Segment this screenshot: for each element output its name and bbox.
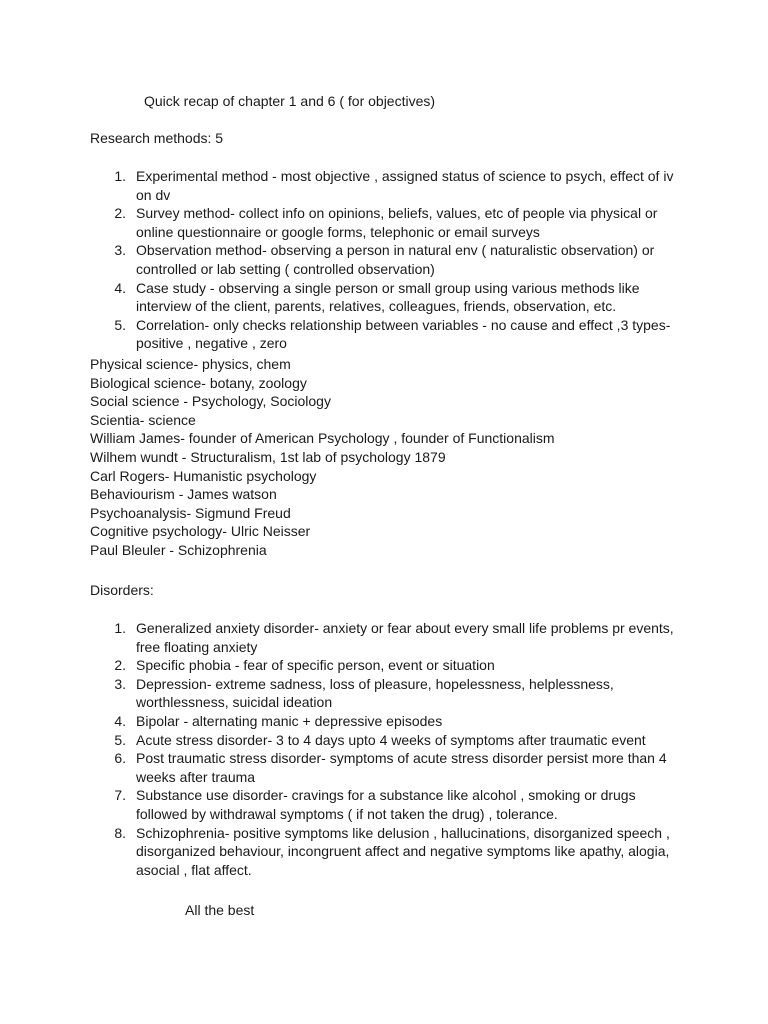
list-item [0, 675, 768, 712]
list-item-text: Observation method- observing a person in natural env ( naturalistic observation) or controlled or lab setting ( controlled observation) [136, 242, 655, 277]
list-item-text: Depression- extreme sadness, loss of pleasure, hopelessness, helplessness, worthlessness, suicidal ideation [136, 675, 614, 711]
fact-line: Wilhem wundt - Structuralism, 1st lab of psychology 1879 [90, 448, 446, 465]
list-item-text: Post traumatic stress disorder- symptoms of acute stress disorder persist more than 4 weeks after trauma [136, 750, 667, 785]
fact-line: Psychoanalysis- Sigmund Freud [90, 504, 291, 521]
list-item [0, 316, 768, 353]
fact-line: Biological science- botany, zoology [90, 374, 307, 391]
document-title: Quick recap of chapter 1 and 6 ( for objectives) [144, 93, 436, 109]
fact-line: Scientia- science [90, 411, 196, 428]
fact-line: Behaviourism - James watson [90, 486, 277, 503]
list-item-number: 3. [114, 675, 126, 692]
list-item-text: Acute stress disorder- 3 to 4 days upto 4 weeks of symptoms after traumatic event [136, 731, 646, 748]
list-item-number: 1. [114, 620, 126, 636]
fact-line: Paul Bleuler - Schizophrenia [90, 541, 267, 558]
list-item [0, 749, 768, 786]
list-item-number: 3. [114, 242, 126, 259]
list-item-number: 6. [114, 750, 126, 767]
list-item-text: Experimental method - most objective , assigned status of science to psych, effect of iv on dv [136, 168, 674, 203]
list-item [0, 712, 768, 731]
list-item-text: Specific phobia - fear of specific person, event or situation [136, 657, 495, 674]
list-item-text: Schizophrenia- positive symptoms like delusion , hallucinations, disorganized speech , disorganized behaviour, incongruent affect and negative symptoms like apathy, alogia, asocial , flat affect. [136, 824, 670, 878]
list-item-number: 7. [114, 787, 126, 804]
list-item [0, 619, 768, 656]
list-item [0, 656, 768, 675]
list-item-number: 5. [114, 316, 126, 333]
list-item-text: Substance use disorder- cravings for a substance like alcohol , smoking or drugs followed by withdrawal symptoms ( if not taken the drug) , tolerance. [136, 787, 636, 822]
facts-list [90, 355, 555, 560]
list-item [0, 167, 768, 204]
list-item [0, 241, 768, 278]
list-item-number: 4. [114, 279, 126, 296]
list-item [0, 824, 768, 880]
fact-line: Social science - Psychology, Sociology [90, 393, 331, 410]
list-item-number: 8. [114, 824, 126, 841]
list-item-number: 2. [114, 205, 126, 222]
list-item-number: 5. [114, 731, 126, 748]
list-item [0, 731, 768, 750]
fact-line: Cognitive psychology- Ulric Neisser [90, 523, 311, 540]
list-item-text: Generalized anxiety disorder- anxiety or fear about every small life problems pr events, free floating anxiety [136, 620, 674, 655]
list-item-text: Bipolar - alternating manic + depressive episodes [136, 712, 443, 729]
research-methods-list [0, 167, 768, 353]
fact-line: William James- founder of American Psychology , founder of Functionalism [90, 430, 555, 447]
list-item [0, 204, 768, 241]
disorders-heading: Disorders: [90, 582, 154, 598]
signoff-text: All the best [185, 902, 255, 918]
list-item [0, 279, 768, 316]
list-item-number: 4. [114, 712, 126, 729]
list-item [0, 786, 768, 823]
research-methods-heading: Research methods: 5 [90, 130, 224, 146]
fact-line: Physical science- physics, chem [90, 356, 291, 372]
list-item-text: Case study - observing a single person or small group using various methods like interview of the client, parents, relatives, colleagues, friends, observation, etc. [136, 279, 640, 315]
disorders-list [0, 619, 768, 879]
list-item-text: Survey method- collect info on opinions, beliefs, values, etc of people via physical or online questionnaire or google forms, telephonic or email surveys [136, 205, 658, 240]
list-item-text: Correlation- only checks relationship between variables - no cause and effect ,3 types- positive , negative , zero [136, 316, 671, 352]
fact-line: Carl Rogers- Humanistic psychology [90, 467, 317, 484]
list-item-number: 1. [114, 168, 126, 184]
list-item-number: 2. [114, 657, 126, 674]
